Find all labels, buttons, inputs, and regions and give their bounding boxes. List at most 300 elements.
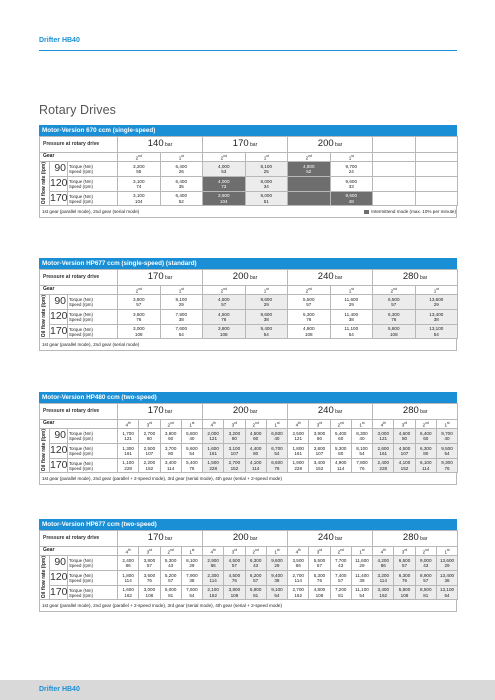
pressure-number: 280 (402, 404, 419, 416)
speed-value: 40 (359, 435, 365, 441)
gear-label: Gear (40, 286, 118, 295)
value-cell (118, 162, 161, 177)
value-cell (139, 585, 160, 600)
speed-value: 81 (253, 592, 259, 598)
torque-value: 5,400 (334, 430, 347, 436)
gear-suffix: st (181, 286, 184, 291)
value-cell (394, 429, 415, 444)
speed-value: 162 (294, 592, 303, 598)
gear-suffix: nd (255, 547, 259, 552)
gear-suffix: st (266, 153, 269, 158)
pressure-label: Pressure at rotary drive (40, 531, 118, 547)
speed-value: 80 (168, 450, 174, 456)
gear-suffix: rd (149, 420, 153, 425)
torque-value: 8,000 (260, 178, 273, 184)
torque-value: 4,100 (398, 460, 411, 466)
data-row (40, 556, 458, 571)
speed-value: 114 (166, 465, 175, 471)
empty-cell (415, 176, 458, 191)
speed-value: 57 (338, 577, 344, 583)
speed-value: 57 (221, 301, 227, 307)
torque-value: 7,900 (175, 311, 187, 317)
pressure-number: 240 (317, 270, 334, 282)
pressure-row (40, 137, 458, 153)
torque-value: 8,100 (186, 557, 198, 563)
speed-value: 54 (189, 592, 195, 598)
gear-cell: 2nd (203, 286, 246, 295)
speed-value: 228 (294, 465, 303, 471)
pressure-unit: bar (248, 408, 258, 415)
footnote-row (39, 339, 457, 351)
torque-value: 11,600 (344, 296, 359, 302)
torque-value: 2,400 (122, 557, 134, 563)
gear-cell: 2nd (288, 153, 331, 162)
gear-cell: 1st (181, 420, 202, 429)
gear-suffix: st (351, 286, 354, 291)
value-cell (118, 309, 161, 324)
pressure-number: 200 (232, 270, 249, 282)
pressure-value (288, 404, 373, 420)
torque-value: 2,700 (292, 572, 304, 578)
data-row (40, 570, 458, 585)
value-cell (288, 295, 331, 310)
gear-cell: 1st (160, 286, 203, 295)
gear-suffix: st (447, 420, 450, 425)
value-cell (118, 570, 139, 585)
flow-rate: 90 (50, 162, 68, 177)
speed-value: 40 (189, 435, 195, 441)
torque-value: 6,300 (398, 572, 411, 578)
torque-label: Torque (Nm) (69, 193, 93, 199)
gear-cell: 1st (266, 547, 287, 556)
value-cell (309, 585, 330, 600)
value-cell (118, 176, 161, 191)
data-row (40, 324, 458, 339)
value-cell (351, 570, 372, 585)
speed-value: 76 (306, 316, 312, 322)
value-cell (330, 309, 373, 324)
torque-value: 5,800 (186, 430, 198, 436)
gear-cell: 2nd (330, 420, 351, 429)
torque-value: 5,800 (388, 326, 400, 332)
pressure-unit: bar (418, 535, 428, 542)
speed-value: 80 (231, 435, 237, 441)
value-cell (181, 570, 202, 585)
gear-suffix: th (128, 420, 131, 425)
speed-value: 114 (422, 465, 430, 471)
value-cell (245, 176, 288, 191)
speed-label: Speed (rpm) (69, 465, 93, 471)
torque-value: 3,400 (313, 460, 326, 466)
torque-value: 4,000 (218, 178, 230, 184)
oil-flow-text: Oil flow rate (lpm) (40, 429, 47, 472)
pressure-row (40, 270, 458, 286)
torque-value: 11,100 (344, 326, 359, 332)
gear-row (40, 153, 458, 162)
speed-value: 29 (189, 562, 195, 568)
value-cell (288, 570, 309, 585)
torque-value: 9,400 (260, 326, 273, 332)
value-cell (373, 556, 394, 571)
value-cell (245, 429, 266, 444)
pressure-label: Pressure at rotary drive (40, 137, 118, 153)
torque-value: 4,400 (249, 445, 262, 451)
torque-value: 2,500 (143, 445, 156, 451)
value-cell (415, 570, 436, 585)
torque-value: 9,700 (345, 163, 358, 169)
speed-value: 108 (219, 331, 228, 337)
data-row (40, 309, 458, 324)
value-cell (330, 570, 351, 585)
gear-suffix: nd (223, 153, 227, 158)
torque-value: 1,800 (292, 445, 304, 451)
torque-value: 4,200 (377, 557, 390, 563)
speed-value: 54 (348, 331, 354, 337)
gear-cell: 2nd (118, 153, 161, 162)
value-cell (415, 585, 436, 600)
value-cell (160, 458, 181, 473)
speed-value: 104 (134, 198, 143, 204)
torque-speed-label (68, 162, 118, 177)
value-cell (394, 443, 415, 458)
speed-value: 228 (209, 465, 217, 471)
speed-label: Speed (rpm) (69, 331, 93, 337)
section-title: Motor-Version 670 ccm (single-speed) (39, 125, 457, 136)
speed-value: 29 (433, 301, 439, 307)
speed-value: 60 (253, 435, 259, 441)
value-cell (160, 585, 181, 600)
gear-cell: 2nd (245, 420, 266, 429)
gear-cell: 3rd (224, 547, 245, 556)
torque-value: 13,600 (429, 296, 444, 302)
value-cell (415, 429, 436, 444)
torque-value: 7,600 (186, 587, 198, 593)
speed-value: 108 (134, 331, 143, 337)
oil-flow-label (40, 162, 50, 206)
section-hp677-single-speed (39, 258, 457, 351)
pressure-number: 280 (402, 270, 419, 282)
gear-cell: 1st (330, 286, 373, 295)
torque-value: 1,100 (122, 460, 134, 466)
torque-value: 2,000 (207, 430, 219, 436)
value-cell (118, 324, 161, 339)
pressure-value (373, 404, 458, 420)
speed-value: 26 (178, 168, 184, 174)
torque-label: Torque (Nm) (69, 460, 93, 466)
pressure-number: 170 (147, 531, 164, 543)
value-cell (160, 443, 181, 458)
value-cell (373, 570, 394, 585)
speed-value: 38 (359, 577, 365, 583)
torque-value: 3,800 (228, 587, 241, 593)
value-cell (245, 458, 266, 473)
data-table (39, 403, 458, 473)
flow-rate: 170 (50, 191, 68, 206)
speed-value: 54 (178, 331, 184, 337)
speed-value: 38 (189, 577, 195, 583)
gear-cell: 2nd (330, 547, 351, 556)
gear-suffix: nd (393, 286, 397, 291)
value-cell (288, 191, 331, 206)
speed-value: 152 (400, 465, 409, 471)
torque-value: 6,500 (271, 460, 283, 466)
value-cell (415, 556, 436, 571)
value-cell (118, 295, 161, 310)
value-cell (266, 585, 287, 600)
speed-value: 54 (444, 450, 450, 456)
speed-value: 161 (209, 450, 217, 456)
page-footer (0, 680, 495, 700)
speed-value: 54 (359, 592, 365, 598)
gear-cell: 1st (415, 286, 458, 295)
gear-cell: 1st (351, 420, 372, 429)
speed-value: 228 (124, 465, 132, 471)
torque-value: 6,400 (175, 178, 187, 184)
speed-value: 121 (294, 435, 303, 441)
value-cell (330, 176, 373, 191)
torque-value: 3,400 (164, 460, 177, 466)
torque-value: 3,100 (133, 193, 145, 199)
gear-suffix: th (383, 547, 386, 552)
gear-label: Gear (40, 420, 118, 429)
speed-value: 76 (136, 316, 142, 322)
value-cell (118, 191, 161, 206)
pressure-unit: bar (333, 408, 343, 415)
speed-label: Speed (rpm) (69, 450, 93, 456)
torque-value: 3,600 (143, 572, 156, 578)
data-row (40, 458, 458, 473)
speed-value: 81 (338, 592, 344, 598)
empty-cell (373, 162, 416, 177)
speed-value: 114 (209, 577, 217, 583)
speed-value: 80 (338, 450, 344, 456)
torque-value: 4,500 (398, 445, 411, 451)
pressure-number: 170 (147, 404, 164, 416)
value-cell (160, 309, 203, 324)
value-cell (245, 162, 288, 177)
gear-suffix: st (191, 420, 195, 425)
speed-value: 25 (263, 168, 269, 174)
gear-cell: 1st (436, 420, 457, 429)
oil-flow-text: Oil flow rate (lpm) (40, 295, 47, 338)
pressure-unit: bar (163, 274, 173, 281)
gear-suffix: rd (404, 547, 408, 552)
torque-value: 6,300 (388, 311, 400, 317)
legend-text: Intermittend mode (max. 10% per minute) (371, 209, 456, 215)
flow-rate: 120 (50, 570, 68, 585)
pressure-unit: bar (163, 535, 173, 542)
speed-value: 80 (316, 435, 323, 441)
value-cell (330, 162, 373, 177)
speed-value: 107 (145, 450, 154, 456)
torque-value: 9,600 (271, 557, 283, 563)
torque-value: 1,600 (122, 587, 134, 593)
gear-suffix: st (361, 547, 365, 552)
gear-suffix: st (351, 153, 354, 158)
value-cell (415, 309, 458, 324)
torque-value: 5,500 (313, 557, 326, 563)
footnote: 1st gear (parallel mode), 2nd gear (parallel + 2-speed mode), 3rd gear (serial mode), 4th gear (serial + 2-speed mode) (42, 603, 283, 609)
value-cell (139, 443, 160, 458)
pressure-value (373, 531, 458, 547)
speed-value: 33 (348, 183, 354, 189)
torque-value: 2,400 (377, 460, 390, 466)
value-cell (181, 429, 202, 444)
torque-value: 5,400 (186, 460, 198, 466)
value-cell (203, 585, 224, 600)
torque-value: 3,000 (143, 587, 156, 593)
torque-label: Torque (Nm) (69, 587, 93, 593)
speed-value: 121 (124, 435, 132, 441)
gear-cell: 3rd (139, 420, 160, 429)
gear-cell: 2nd (415, 547, 436, 556)
gear-cell: 3rd (394, 420, 415, 429)
value-cell (203, 176, 246, 191)
torque-value: 3,400 (377, 587, 390, 593)
section-title: Motor-Version HP677 ccm (two-speed) (39, 519, 457, 530)
gear-suffix: st (266, 286, 269, 291)
value-cell (330, 556, 351, 571)
torque-value: 6,400 (175, 193, 187, 199)
gear-suffix: rd (404, 420, 408, 425)
torque-value: 3,000 (377, 430, 390, 436)
value-cell (394, 585, 415, 600)
gear-suffix: st (191, 547, 195, 552)
value-cell (266, 570, 287, 585)
speed-value: 107 (230, 450, 239, 456)
torque-value: 9,100 (271, 587, 283, 593)
value-cell (436, 429, 457, 444)
speed-label: Speed (rpm) (69, 435, 93, 441)
torque-value: 7,200 (334, 587, 347, 593)
section-title: Motor-Version HP677 ccm (single-speed) (standard) (39, 258, 457, 269)
gear-cell: 3rd (309, 420, 330, 429)
flow-rate: 120 (50, 176, 68, 191)
value-cell (245, 309, 288, 324)
speed-value: 43 (168, 562, 174, 568)
value-cell (373, 443, 394, 458)
torque-value: 9,500 (441, 445, 453, 451)
torque-value: 3,600 (133, 311, 145, 317)
torque-value: 4,100 (249, 460, 262, 466)
value-cell (373, 458, 394, 473)
page-header (0, 0, 495, 53)
pressure-unit: bar (333, 274, 343, 281)
torque-value: 3,200 (377, 572, 390, 578)
gear-suffix: th (213, 420, 216, 425)
speed-value: 54 (189, 450, 195, 456)
torque-value: 9,700 (441, 430, 453, 436)
speed-value: 35 (178, 183, 184, 189)
speed-value: 81 (168, 592, 174, 598)
value-cell (139, 570, 160, 585)
torque-value: 6,300 (249, 557, 262, 563)
gear-suffix: nd (170, 420, 174, 425)
flow-rate: 120 (50, 309, 68, 324)
speed-value: 29 (274, 562, 280, 568)
data-row (40, 429, 458, 444)
speed-value: 38 (433, 316, 439, 322)
speed-value: 57 (423, 577, 429, 583)
pressure-unit: bar (163, 408, 173, 415)
value-cell (245, 570, 266, 585)
gear-cell: 4th (373, 547, 394, 556)
pressure-label: Pressure at rotary drive (40, 270, 118, 286)
data-row (40, 176, 458, 191)
oil-flow-label (40, 429, 50, 473)
speed-value: 54 (444, 592, 450, 598)
torque-value: 2,200 (143, 460, 156, 466)
value-cell (245, 443, 266, 458)
speed-value: 60 (168, 435, 174, 441)
value-cell (224, 458, 245, 473)
speed-value: 52 (306, 168, 312, 174)
speed-value: 57 (136, 301, 142, 307)
value-cell (266, 556, 287, 571)
value-cell (203, 191, 246, 206)
data-row (40, 443, 458, 458)
speed-value: 76 (274, 465, 280, 471)
empty-cell (415, 162, 458, 177)
gear-suffix: nd (138, 286, 142, 291)
value-cell (118, 585, 139, 600)
pressure-number: 200 (317, 137, 334, 149)
pressure-number: 240 (317, 404, 334, 416)
gear-suffix: th (128, 547, 131, 552)
oil-flow-text: Oil flow rate (lpm) (40, 162, 47, 205)
value-cell (330, 324, 373, 339)
gear-suffix: nd (308, 153, 312, 158)
gear-suffix: rd (234, 547, 238, 552)
speed-value: 54 (274, 450, 280, 456)
section-hp480-two-speed (39, 392, 457, 485)
value-cell (288, 458, 309, 473)
pressure-number: 240 (317, 531, 334, 543)
pressure-value (203, 531, 288, 547)
pressure-value (203, 137, 288, 153)
speed-value: 81 (423, 592, 429, 598)
legend (364, 209, 456, 214)
torque-value: 6,400 (420, 430, 432, 436)
gear-cell: 4th (288, 547, 309, 556)
speed-label: Speed (rpm) (69, 168, 93, 174)
flow-rate: 170 (50, 585, 68, 600)
gear-suffix: th (213, 547, 216, 552)
value-cell (330, 429, 351, 444)
speed-value: 29 (178, 301, 184, 307)
value-cell (330, 295, 373, 310)
value-cell (373, 324, 416, 339)
torque-value: 3,200 (228, 430, 241, 436)
value-cell (415, 443, 436, 458)
torque-value: 5,200 (164, 572, 177, 578)
torque-value: 9,600 (345, 178, 358, 184)
speed-value: 57 (401, 562, 408, 568)
torque-value: 2,900 (207, 557, 219, 563)
speed-value: 107 (315, 450, 324, 456)
torque-value: 5,300 (164, 557, 177, 563)
value-cell (245, 324, 288, 339)
torque-speed-label (68, 458, 118, 473)
torque-value: 3,100 (133, 178, 145, 184)
value-cell (118, 429, 139, 444)
oil-flow-text: Oil flow rate (lpm) (40, 556, 47, 599)
torque-value: 3,800 (133, 296, 145, 302)
torque-value: 9,600 (260, 296, 273, 302)
flow-rate: 120 (50, 443, 68, 458)
speed-value: 38 (178, 316, 184, 322)
empty-cell (415, 153, 458, 162)
